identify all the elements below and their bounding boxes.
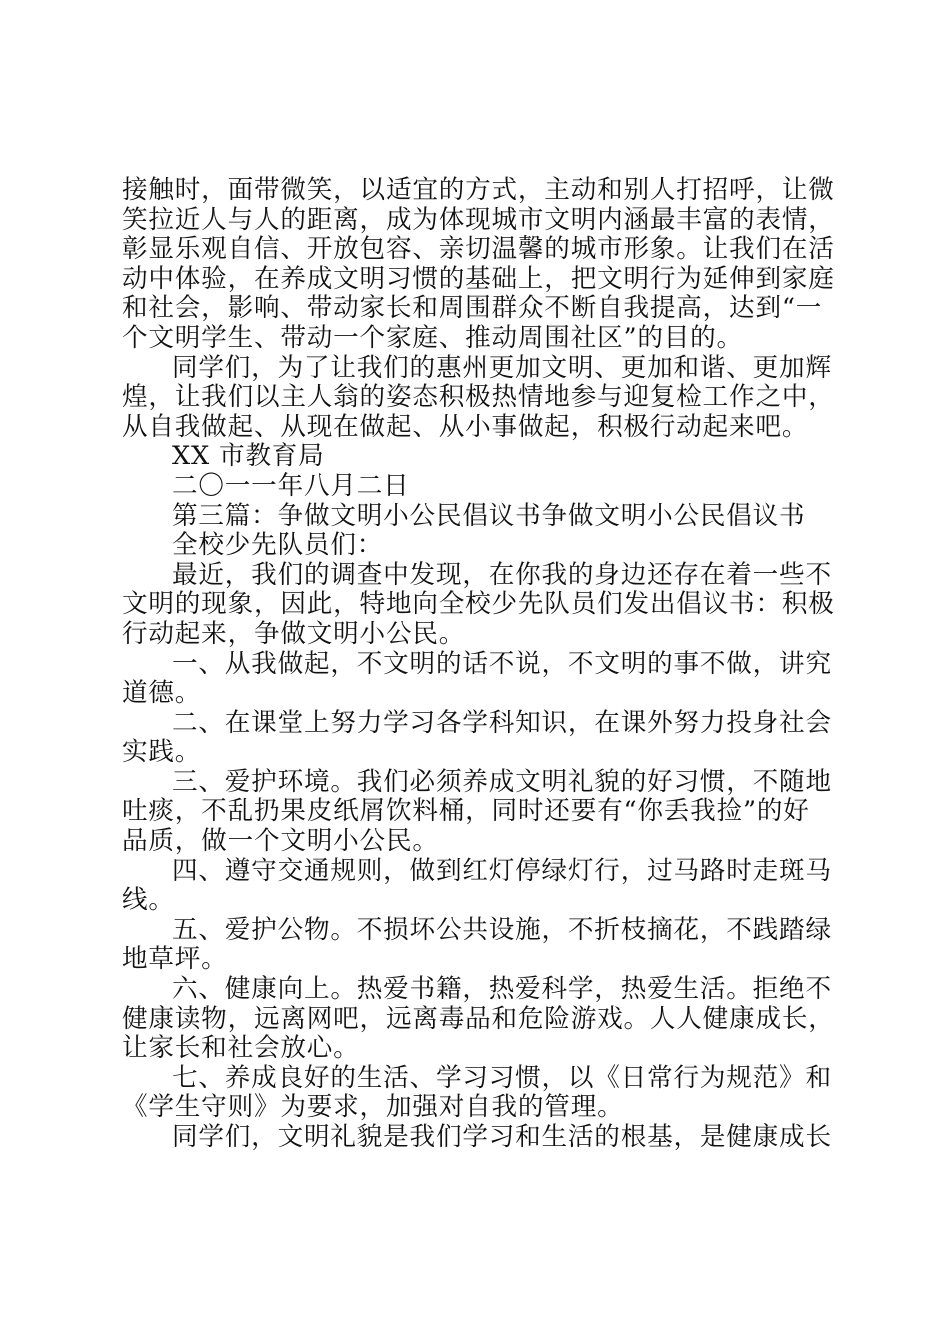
list-item-line: 五、爱护公物。不损坏公共设施，不折枝摘花，不践踏绿: [172, 914, 832, 945]
signature-date: 二〇一一年八月二日: [172, 470, 410, 501]
text-line: 笑拉近人与人的距离，成为体现城市文明内涵最丰富的表情，: [122, 204, 835, 235]
text-line: 《学生守则》为要求，加强对自我的管理。: [122, 1092, 624, 1123]
text-line: 文明的现象，因此，特地向全校少先队员们发出倡议书：积极: [122, 589, 835, 620]
document-page: [122, 176, 834, 1153]
text-line: 和社会，影响、带动家长和周围群众不断自我提高，达到“一: [122, 293, 823, 324]
list-item-line: 七、养成良好的生活、学习习惯，以《日常行为规范》和: [172, 1062, 832, 1093]
text-line: 动中体验，在养成文明习惯的基础上，把文明行为延伸到家庭: [122, 263, 835, 294]
text-line: 个文明学生、带动一个家庭、推动周围社区”的目的。: [122, 322, 743, 353]
text-line: 吐痰，不乱扔果皮纸屑饮料桶，同时还要有“你丢我捡”的好: [122, 796, 810, 827]
signature-organization: XX 市教育局: [172, 441, 325, 472]
text-line: 道德。: [122, 678, 202, 709]
paragraph-start-line: 同学们，文明礼貌是我们学习和生活的根基，是健康成长: [172, 1122, 832, 1152]
list-item-line: 二、在课堂上努力学习各学科知识，在课外努力投身社会: [172, 707, 832, 738]
paragraph-start-line: 最近，我们的调查中发现，在你我的身边还存在着一些不: [172, 559, 832, 590]
text-line: 地草坪。: [122, 944, 228, 975]
list-item-line: 三、爱护环境。我们必须养成文明礼貌的好习惯，不随地: [172, 766, 832, 797]
text-line: 彰显乐观自信、开放包容、亲切温馨的城市形象。让我们在活: [122, 234, 835, 265]
text-line: 线。: [122, 885, 175, 916]
text-line: 品质，做一个文明小公民。: [122, 826, 439, 857]
text-line: 接触时，面带微笑，以适宜的方式，主动和别人打招呼，让微: [122, 175, 835, 205]
text-line: 实践。: [122, 737, 202, 768]
text-line: 从自我做起、从现在做起、从小事做起，积极行动起来吧。: [122, 411, 809, 442]
list-item-line: 六、健康向上。热爱书籍，热爱科学，热爱生活。拒绝不: [172, 974, 832, 1005]
section-heading: 第三篇：争做文明小公民倡议书争做文明小公民倡议书: [172, 500, 806, 531]
text-line: 让家长和社会放心。: [122, 1033, 360, 1064]
text-line: 行动起来，争做文明小公民。: [122, 618, 466, 649]
paragraph-start-line: 同学们，为了让我们的惠州更加文明、更加和谐、更加辉: [172, 352, 832, 383]
list-item-line: 四、遵守交通规则，做到红灯停绿灯行，过马路时走斑马: [172, 855, 832, 886]
text-line: 健康读物，远离网吧，远离毒品和危险游戏。人人健康成长，: [122, 1003, 835, 1034]
salutation: 全校少先队员们：: [172, 530, 384, 561]
text-line: 煌，让我们以主人翁的姿态积极热情地参与迎复检工作之中，: [122, 382, 835, 413]
list-item-line: 一、从我做起，不文明的话不说，不文明的事不做，讲究: [172, 648, 832, 679]
